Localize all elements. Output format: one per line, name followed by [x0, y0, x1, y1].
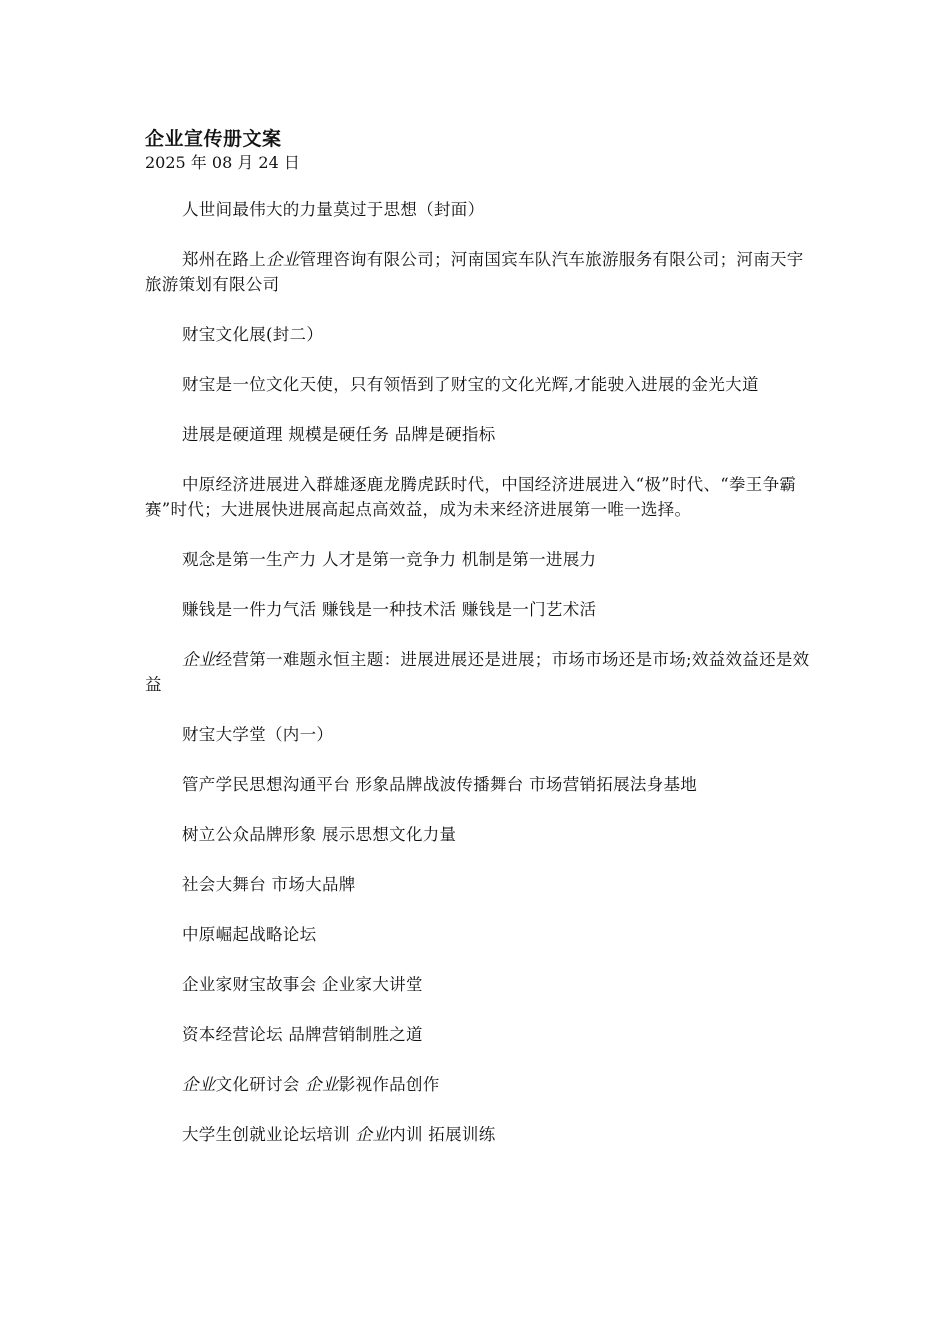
- paragraph-text: 人世间最伟大的力量莫过于思想（封面）: [182, 200, 485, 219]
- paragraph: [145, 422, 810, 447]
- emphasized-text: 企业: [182, 650, 216, 669]
- paragraph-text: 中原经济进展进入群雄逐鹿龙腾虎跃时代，中国经济进展进入“极”时代、“拳王争霸赛”时代；大进展快进展高起点高效益，成为未来经济进展第一唯一选择。: [145, 475, 797, 519]
- paragraph: [145, 872, 810, 897]
- paragraph: [145, 822, 810, 847]
- document-date: 2025 年 08 月 24 日: [145, 153, 300, 172]
- paragraph: [145, 972, 810, 997]
- paragraph-text: 内训 拓展训练: [389, 1125, 496, 1144]
- document-body: [145, 197, 810, 1172]
- emphasized-text: 企业: [266, 250, 300, 269]
- paragraph: [145, 647, 810, 697]
- paragraph: [145, 772, 810, 797]
- paragraph: [145, 372, 810, 397]
- paragraph-text: 树立公众品牌形象 展示思想文化力量: [182, 825, 457, 844]
- paragraph-text: 赚钱是一件力气活 赚钱是一种技术活 赚钱是一门艺术活: [182, 600, 597, 619]
- paragraph-text: 中原崛起战略论坛: [182, 925, 317, 944]
- paragraph-text: 资本经营论坛 品牌营销制胜之道: [182, 1025, 423, 1044]
- paragraph: [145, 547, 810, 572]
- paragraph-text: 影视作品创作: [338, 1075, 440, 1094]
- paragraph: [145, 1072, 810, 1097]
- emphasized-text: 企业: [305, 1075, 339, 1094]
- paragraph: [145, 722, 810, 747]
- paragraph: [145, 247, 810, 297]
- paragraph-text: 财宝文化展(封二）: [182, 325, 324, 344]
- paragraph-text: 文化研讨会: [215, 1075, 306, 1094]
- paragraph: [145, 597, 810, 622]
- paragraph-text: 经营第一难题永恒主题：进展进展还是进展；市场市场还是市场;效益效益还是效益: [145, 650, 810, 694]
- paragraph: [145, 1122, 810, 1147]
- paragraph-text: 企业家财宝故事会 企业家大讲堂: [182, 975, 423, 994]
- emphasized-text: 企业: [182, 1075, 216, 1094]
- paragraph-text: 观念是第一生产力 人才是第一竞争力 机制是第一进展力: [182, 550, 597, 569]
- paragraph-text: 郑州在路上: [182, 250, 266, 269]
- paragraph: [145, 1022, 810, 1047]
- paragraph-text: 财宝是一位文化天使，只有领悟到了财宝的文化光辉,才能驶入进展的金光大道: [182, 375, 759, 394]
- paragraph: [145, 472, 810, 522]
- paragraph-text: 财宝大学堂（内一）: [182, 725, 334, 744]
- paragraph-text: 管理咨询有限公司；河南国宾车队汽车旅游服务有限公司；河南天宇旅游策划有限公司: [145, 250, 804, 294]
- emphasized-text: 企业: [355, 1125, 390, 1144]
- paragraph-text: 管产学民思想沟通平台 形象品牌战波传播舞台 市场营销拓展法身基地: [182, 775, 698, 794]
- paragraph-text: 大学生创就业论坛培训: [182, 1125, 356, 1144]
- paragraph-text: 社会大舞台 市场大品牌: [182, 875, 356, 894]
- document-title: 企业宣传册文案: [145, 128, 282, 150]
- paragraph: [145, 922, 810, 947]
- paragraph-text: 进展是硬道理 规模是硬任务 品牌是硬指标: [182, 425, 496, 444]
- paragraph: [145, 322, 810, 347]
- paragraph: [145, 197, 810, 222]
